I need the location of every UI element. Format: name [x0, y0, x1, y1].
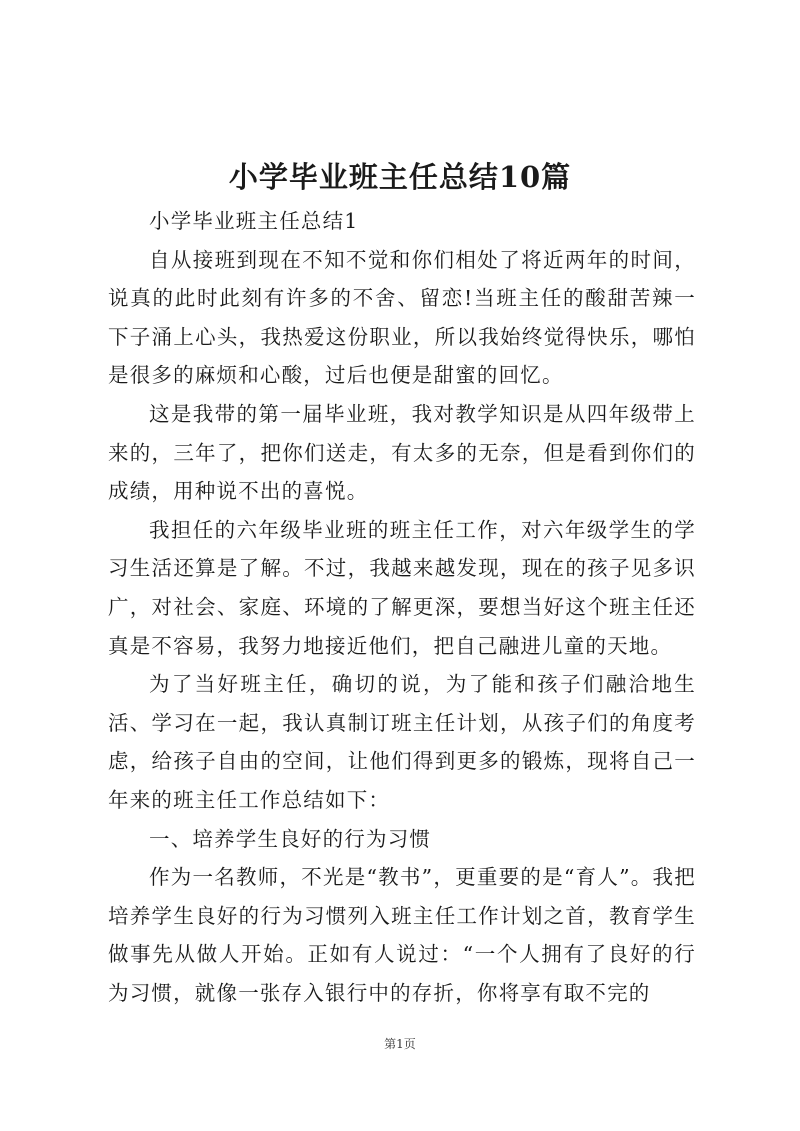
- paragraph: 为了当好班主任，确切的说，为了能和孩子们融洽地生活、学习在一起，我认真制订班主任计划，从孩子们的角度考虑，给孩子自由的空间，让他们得到更多的锻炼，现将自己一年来的班主任工作总结如下：: [108, 672, 696, 812]
- paragraph: 作为一名教师，不光是“教书”，更重要的是“育人”。我把培养学生良好的行为习惯列入班主任工作计划之首，教育学生做事先从做人开始。正如有人说过：“一个人拥有了良好的行为习惯，就像一张存入银行中的存折，你将享有取不完的: [108, 865, 696, 1005]
- paragraph: 自从接班到现在不知不觉和你们相处了将近两年的时间，说真的此时此刻有许多的不舍、留恋!当班主任的酸甜苦辣一下子涌上心头，我热爱这份职业，所以我始终觉得快乐，哪怕是很多的麻烦和心酸，过后也便是甜蜜的回忆。: [108, 247, 696, 388]
- document-body: [108, 202, 696, 1012]
- document-title: 小学毕业班主任总结10篇: [228, 160, 572, 194]
- paragraph: 我担任的六年级毕业班的班主任工作，对六年级学生的学习生活还算是了解。不过，我越来越发现，现在的孩子见多识广，对社会、家庭、环境的了解更深，要想当好这个班主任还真是不容易，我努力地接近他们，把自己融进儿童的天地。: [108, 517, 696, 658]
- paragraph: 这是我带的第一届毕业班，我对教学知识是从四年级带上来的，三年了，把你们送走，有太多的无奈，但是看到你们的成绩，用种说不出的喜悦。: [108, 401, 696, 504]
- section-heading: 一、培养学生良好的行为习惯: [149, 826, 432, 851]
- section-heading-summary-1: 小学毕业班主任总结1: [149, 209, 359, 233]
- page-number: 第1页: [384, 1037, 416, 1051]
